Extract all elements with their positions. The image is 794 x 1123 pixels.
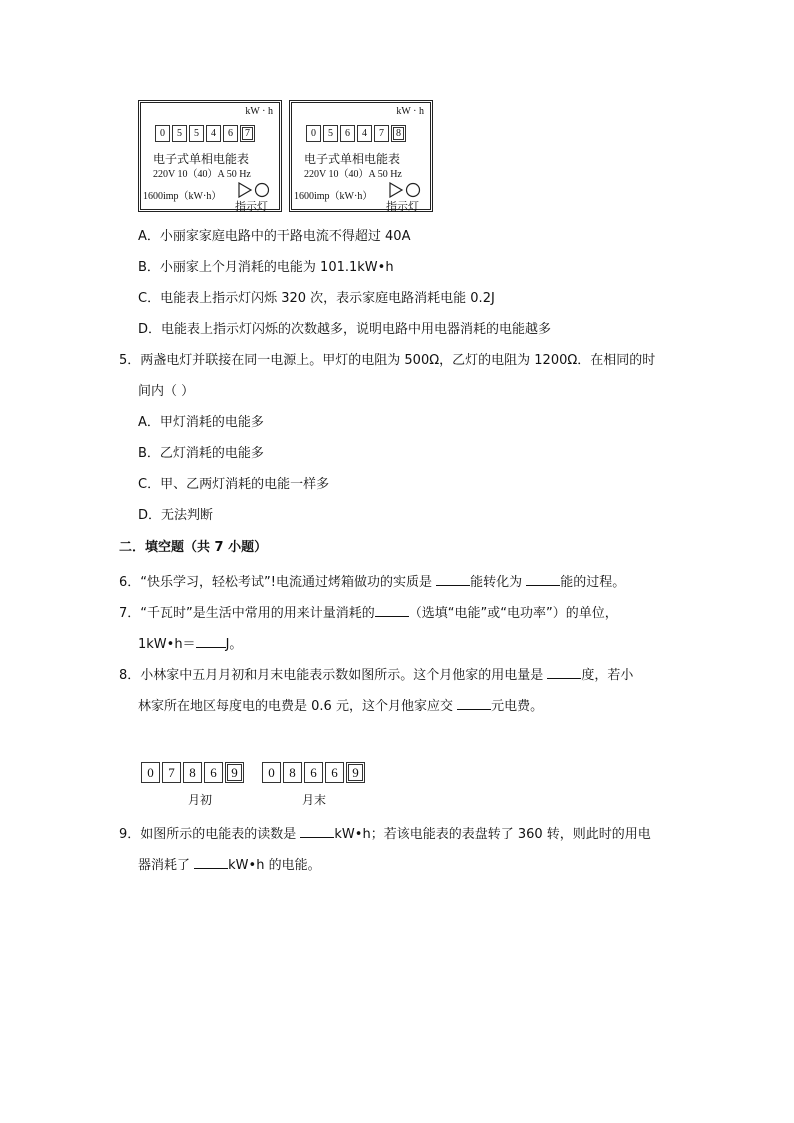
- q9-stem-line1: [119, 824, 651, 843]
- q7-text-c: 1kW•h＝: [138, 637, 196, 652]
- reading-digit-decimal: 9: [225, 762, 244, 783]
- meter-digit-decimal: 8: [391, 125, 406, 142]
- meter-digit: 5: [189, 125, 204, 142]
- q5-stem-line2: 间内（ ）: [138, 384, 195, 399]
- meter-digit: 5: [323, 125, 338, 142]
- answer-blank[interactable]: [547, 665, 581, 679]
- meter-digit: 4: [206, 125, 221, 142]
- meter-name: 电子式单相电能表: [153, 152, 250, 166]
- q8-stem-line1: [119, 665, 633, 684]
- answer-blank[interactable]: [436, 572, 470, 586]
- meter-imp: 1600imp（kW·h）: [294, 191, 373, 202]
- meter-name: 电子式单相电能表: [304, 152, 401, 166]
- reading-digit: 0: [262, 762, 281, 783]
- q5-option-d: D．无法判断: [138, 508, 214, 523]
- reading-digit: 6: [304, 762, 323, 783]
- q4-option-c: C．电能表上指示灯闪烁 320 次，表示家庭电路消耗电能 0.2J: [138, 291, 495, 306]
- q8-text-d: 元电费。: [491, 699, 544, 714]
- energy-meter-1: [138, 100, 282, 212]
- reading-digit: 8: [183, 762, 202, 783]
- q8-text-c: 林家所在地区每度电的电费是 0.6 元，这个月他家应交: [138, 699, 458, 714]
- q7-text-a: 7．“千瓦时”是生活中常用的用来计量消耗的: [119, 606, 375, 621]
- meter-digits: [155, 125, 257, 142]
- q5-stem-line1: 5．两盏电灯并联接在同一电源上。甲灯的电阻为 500Ω，乙灯的电阻为 1200Ω．在相同的时: [119, 353, 656, 368]
- reading-digit: 8: [283, 762, 302, 783]
- section-title: 二．填空题（共 7 小题）: [119, 540, 268, 555]
- reading-digit: 7: [162, 762, 181, 783]
- answer-blank[interactable]: [196, 634, 226, 648]
- reading-digit: 6: [204, 762, 223, 783]
- q9-text-b: kW•h；若该电能表的表盘转了 360 转，则此时的用电: [334, 827, 651, 842]
- reading-start-label: 月初: [188, 793, 213, 807]
- q5-option-a: A．甲灯消耗的电能多: [138, 415, 264, 430]
- q4-option-a: A．小丽家家庭电路中的干路电流不得超过 40A: [138, 229, 411, 244]
- meter-digit: 4: [357, 125, 372, 142]
- q7-text-d: J。: [225, 637, 243, 652]
- q5-option-c: C．甲、乙两灯消耗的电能一样多: [138, 477, 330, 492]
- q8-text-b: 度，若小: [581, 668, 634, 683]
- answer-blank[interactable]: [526, 572, 560, 586]
- q6-text-b: 能转化为: [470, 575, 527, 590]
- q9-text-d: kW•h 的电能。: [228, 858, 321, 873]
- meter-digit: 6: [340, 125, 355, 142]
- q8-text-a: 8．小林家中五月月初和月末电能表示数如图所示。这个月他家的用电量是: [119, 668, 548, 683]
- q7-text-b: （选填“电能”或“电功率”）的单位，: [408, 606, 618, 621]
- meter-digit: 0: [155, 125, 170, 142]
- reading-end-digits: [262, 762, 367, 783]
- reading-start-digits: [141, 762, 246, 783]
- q4-option-d: D．电能表上指示灯闪烁的次数越多，说明电路中用电器消耗的电能越多: [138, 322, 552, 337]
- answer-blank[interactable]: [375, 603, 409, 617]
- meter-digit: 5: [172, 125, 187, 142]
- reading-digit: 0: [141, 762, 160, 783]
- q5-option-b: B．乙灯消耗的电能多: [138, 446, 264, 461]
- meter-digit: 0: [306, 125, 321, 142]
- meter-unit: kW · h: [396, 106, 424, 117]
- reading-digit-decimal: 9: [346, 762, 365, 783]
- q7-stem-line1: [119, 603, 618, 622]
- indicator-label: 指示灯: [386, 200, 419, 213]
- q9-stem-line2: [138, 855, 321, 874]
- meter-digits: [306, 125, 408, 142]
- meter-digit: 7: [374, 125, 389, 142]
- meter-digit: 6: [223, 125, 238, 142]
- answer-blank[interactable]: [194, 855, 228, 869]
- indicator-light-icon: [238, 182, 272, 198]
- reading-digit: 6: [325, 762, 344, 783]
- q9-text-a: 9．如图所示的电能表的读数是: [119, 827, 301, 842]
- q6-stem: [119, 572, 625, 591]
- q9-text-c: 器消耗了: [138, 858, 195, 873]
- q7-stem-line2: [138, 634, 242, 653]
- q6-text-c: 能的过程。: [560, 575, 626, 590]
- meter-spec: 220V 10（40）A 50 Hz: [304, 169, 402, 180]
- answer-blank[interactable]: [457, 696, 491, 710]
- meter-unit: kW · h: [245, 106, 273, 117]
- meter-imp: 1600imp（kW·h）: [143, 191, 222, 202]
- meter-digit-decimal: 7: [240, 125, 255, 142]
- energy-meter-2: [289, 100, 433, 212]
- q6-text-a: 6．“快乐学习，轻松考试”!电流通过烤箱做功的实质是: [119, 575, 437, 590]
- indicator-label: 指示灯: [235, 200, 268, 213]
- q8-stem-line2: [138, 696, 543, 715]
- answer-blank[interactable]: [300, 824, 334, 838]
- q4-option-b: B．小丽家上个月消耗的电能为 101.1kW•h: [138, 260, 394, 275]
- reading-end-label: 月末: [302, 793, 327, 807]
- indicator-light-icon: [389, 182, 423, 198]
- meter-spec: 220V 10（40）A 50 Hz: [153, 169, 251, 180]
